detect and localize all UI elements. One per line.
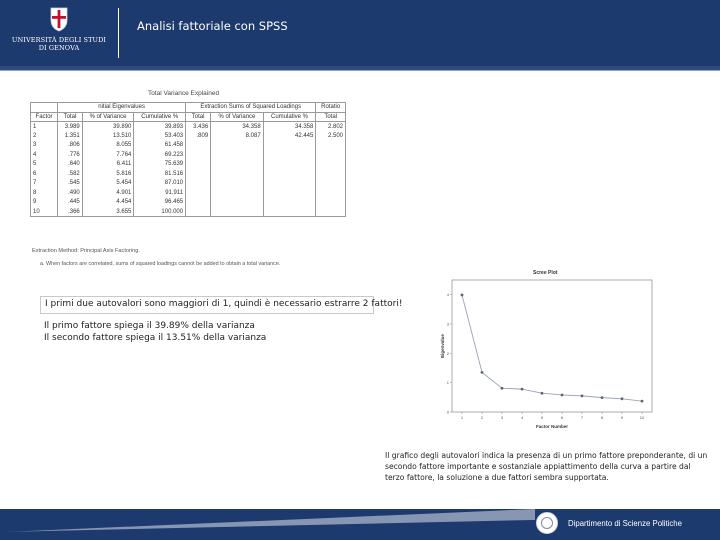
header-divider bbox=[118, 8, 119, 58]
x-axis-label: Factor Number bbox=[535, 424, 569, 429]
value-cell: 4.454 bbox=[82, 198, 134, 208]
value-cell: 1.351 bbox=[58, 131, 83, 141]
value-cell: 96.465 bbox=[134, 198, 186, 208]
value-cell bbox=[186, 198, 211, 208]
value-cell bbox=[211, 150, 264, 160]
table-row bbox=[31, 179, 346, 189]
x-tick-label: 10 bbox=[639, 415, 645, 420]
value-cell: 53.403 bbox=[134, 131, 186, 141]
table-title: Total Variance Explained bbox=[148, 90, 220, 97]
value-cell: 2.500 bbox=[316, 131, 346, 141]
table-row bbox=[31, 122, 346, 132]
data-point bbox=[521, 388, 524, 391]
value-cell: 8.087 bbox=[211, 131, 264, 141]
x-tick-label: 8 bbox=[600, 415, 604, 420]
value-cell bbox=[263, 141, 316, 151]
value-cell: 100.000 bbox=[134, 207, 186, 217]
data-point bbox=[481, 371, 484, 374]
value-cell bbox=[211, 169, 264, 179]
value-cell: 3.989 bbox=[58, 122, 83, 132]
value-cell: 81.516 bbox=[134, 169, 186, 179]
value-cell bbox=[263, 198, 316, 208]
column-header: Total bbox=[316, 112, 346, 122]
data-point bbox=[461, 294, 464, 297]
value-cell bbox=[316, 160, 346, 170]
column-header: % of Variance bbox=[211, 112, 264, 122]
value-cell: .640 bbox=[58, 160, 83, 170]
y-axis-label: Eigenvalue bbox=[440, 334, 445, 358]
university-name: UNIVERSITÀ DEGLI STUDI bbox=[11, 36, 107, 44]
first-factor-text: Il primo fattore spiega il 39.89% della varianza bbox=[44, 321, 255, 331]
x-tick-label: 6 bbox=[560, 415, 564, 420]
value-cell bbox=[186, 150, 211, 160]
table-footnote: Extraction Method: Principal Axis Factoring. bbox=[32, 248, 140, 254]
table-row bbox=[31, 131, 346, 141]
factor-cell: 1 bbox=[31, 122, 58, 132]
value-cell: .776 bbox=[58, 150, 83, 160]
value-cell: .545 bbox=[58, 179, 83, 189]
value-cell bbox=[316, 198, 346, 208]
value-cell bbox=[211, 179, 264, 189]
value-cell bbox=[263, 150, 316, 160]
table-row bbox=[31, 141, 346, 151]
factor-cell: 6 bbox=[31, 169, 58, 179]
factor-cell: 3 bbox=[31, 141, 58, 151]
factor-cell: 10 bbox=[31, 207, 58, 217]
factor-cell: 5 bbox=[31, 160, 58, 170]
table-row bbox=[31, 207, 346, 217]
value-cell: 34.358 bbox=[263, 122, 316, 132]
value-cell: 6.411 bbox=[82, 160, 134, 170]
value-cell bbox=[316, 207, 346, 217]
data-point bbox=[561, 394, 564, 397]
header-bar bbox=[0, 0, 720, 68]
value-cell bbox=[316, 188, 346, 198]
table-group-header-row bbox=[31, 103, 346, 113]
y-tick-label: 0 bbox=[446, 409, 449, 415]
x-tick-label: 7 bbox=[580, 415, 584, 420]
y-tick-label: 3 bbox=[446, 321, 449, 327]
value-cell bbox=[211, 207, 264, 217]
crest-icon bbox=[49, 6, 69, 32]
factor-cell: 4 bbox=[31, 150, 58, 160]
value-cell: .809 bbox=[186, 131, 211, 141]
data-point bbox=[581, 394, 584, 397]
column-header: Cumulative % bbox=[134, 112, 186, 122]
value-cell bbox=[316, 141, 346, 151]
page-title: Analisi fattoriale con SPSS bbox=[137, 19, 288, 33]
column-header: Factor bbox=[31, 112, 58, 122]
value-cell bbox=[186, 160, 211, 170]
value-cell: 69.223 bbox=[134, 150, 186, 160]
y-tick-label: 4 bbox=[446, 292, 449, 298]
column-header: % of Variance bbox=[82, 112, 134, 122]
scree-plot bbox=[440, 270, 662, 432]
table-footnote-a: a. When factors are correlated, sums of squared loadings cannot be added to obtain a total variance. bbox=[40, 261, 281, 267]
table-row bbox=[31, 188, 346, 198]
value-cell: .366 bbox=[58, 207, 83, 217]
value-cell bbox=[186, 179, 211, 189]
value-cell: 39.893 bbox=[134, 122, 186, 132]
value-cell: 3.436 bbox=[186, 122, 211, 132]
plot-frame bbox=[452, 280, 652, 412]
value-cell bbox=[186, 141, 211, 151]
value-cell: 2.802 bbox=[316, 122, 346, 132]
value-cell: 42.445 bbox=[263, 131, 316, 141]
value-cell: .490 bbox=[58, 188, 83, 198]
group-header: nitial Eigenvalues bbox=[58, 103, 186, 113]
data-point bbox=[641, 400, 644, 403]
value-cell bbox=[316, 169, 346, 179]
x-tick-label: 3 bbox=[500, 415, 504, 420]
value-cell: 13.510 bbox=[82, 131, 134, 141]
value-cell: 4.901 bbox=[82, 188, 134, 198]
value-cell: 5.454 bbox=[82, 179, 134, 189]
value-cell bbox=[186, 188, 211, 198]
y-tick-label: 1 bbox=[446, 380, 449, 386]
value-cell bbox=[316, 150, 346, 160]
value-cell bbox=[211, 141, 264, 151]
data-point bbox=[501, 387, 504, 390]
value-cell: 91.911 bbox=[134, 188, 186, 198]
department-name: Dipartimento di Scienze Politiche bbox=[568, 519, 682, 528]
value-cell: 7.764 bbox=[82, 150, 134, 160]
value-cell bbox=[211, 198, 264, 208]
factor-cell: 7 bbox=[31, 179, 58, 189]
data-point bbox=[621, 397, 624, 400]
table-row bbox=[31, 198, 346, 208]
department-seal-icon bbox=[536, 512, 558, 534]
university-city: DI GENOVA bbox=[38, 44, 80, 52]
value-cell: 5.816 bbox=[82, 169, 134, 179]
university-logo bbox=[0, 0, 118, 68]
value-cell bbox=[211, 160, 264, 170]
value-cell: .445 bbox=[58, 198, 83, 208]
table-body bbox=[31, 122, 346, 217]
y-tick-label: 2 bbox=[446, 350, 449, 356]
value-cell bbox=[186, 207, 211, 217]
value-cell: 8.055 bbox=[82, 141, 134, 151]
value-cell: .582 bbox=[58, 169, 83, 179]
data-point bbox=[541, 392, 544, 395]
column-header: Total bbox=[58, 112, 83, 122]
x-tick-label: 5 bbox=[540, 415, 544, 420]
x-tick-label: 9 bbox=[620, 415, 624, 420]
second-factor-text: Il secondo fattore spiega il 13.51% della varianza bbox=[44, 333, 267, 343]
value-cell: 61.458 bbox=[134, 141, 186, 151]
column-header: Total bbox=[186, 112, 211, 122]
factor-cell: 9 bbox=[31, 198, 58, 208]
variance-table bbox=[30, 102, 346, 217]
value-cell bbox=[211, 188, 264, 198]
header-stripe-thin bbox=[0, 70, 720, 71]
value-cell: .806 bbox=[58, 141, 83, 151]
table-header-row bbox=[31, 112, 346, 122]
value-cell: 3.655 bbox=[82, 207, 134, 217]
value-cell: 87.010 bbox=[134, 179, 186, 189]
value-cell bbox=[263, 188, 316, 198]
value-cell bbox=[263, 179, 316, 189]
table-row bbox=[31, 150, 346, 160]
chart-title: Scree Plot bbox=[533, 270, 558, 276]
factor-cell: 2 bbox=[31, 131, 58, 141]
value-cell bbox=[263, 169, 316, 179]
plot-description: Il grafico degli autovalori indica la presenza di un primo fattore preponderante, di un secondo fattore importante e sostanziale appiattimento della curva a partire dal terzo fattore, la soluzione a due fattori sembra supportata. bbox=[385, 451, 708, 482]
x-tick-label: 2 bbox=[480, 415, 484, 420]
spss-variance-table bbox=[30, 90, 348, 267]
value-cell: 34.358 bbox=[211, 122, 264, 132]
value-cell bbox=[263, 207, 316, 217]
group-header: Extraction Sums of Squared Loadings bbox=[186, 103, 316, 113]
column-header: Cumulative % bbox=[263, 112, 316, 122]
value-cell bbox=[263, 160, 316, 170]
data-point bbox=[601, 396, 604, 399]
value-cell: 39.890 bbox=[82, 122, 134, 132]
value-cell bbox=[316, 179, 346, 189]
table-row bbox=[31, 169, 346, 179]
factor-cell: 8 bbox=[31, 188, 58, 198]
group-header: Rotatio bbox=[316, 103, 346, 113]
table-corner bbox=[31, 103, 58, 113]
value-cell bbox=[186, 169, 211, 179]
scree-plot-svg bbox=[440, 270, 662, 432]
highlight-box: I primi due autovalori sono maggiori di 1, quindi è necessario estrarre 2 fattori! bbox=[40, 296, 374, 314]
x-tick-label: 4 bbox=[520, 415, 524, 420]
x-tick-label: 1 bbox=[460, 415, 464, 420]
table-row bbox=[31, 160, 346, 170]
value-cell: 75.639 bbox=[134, 160, 186, 170]
